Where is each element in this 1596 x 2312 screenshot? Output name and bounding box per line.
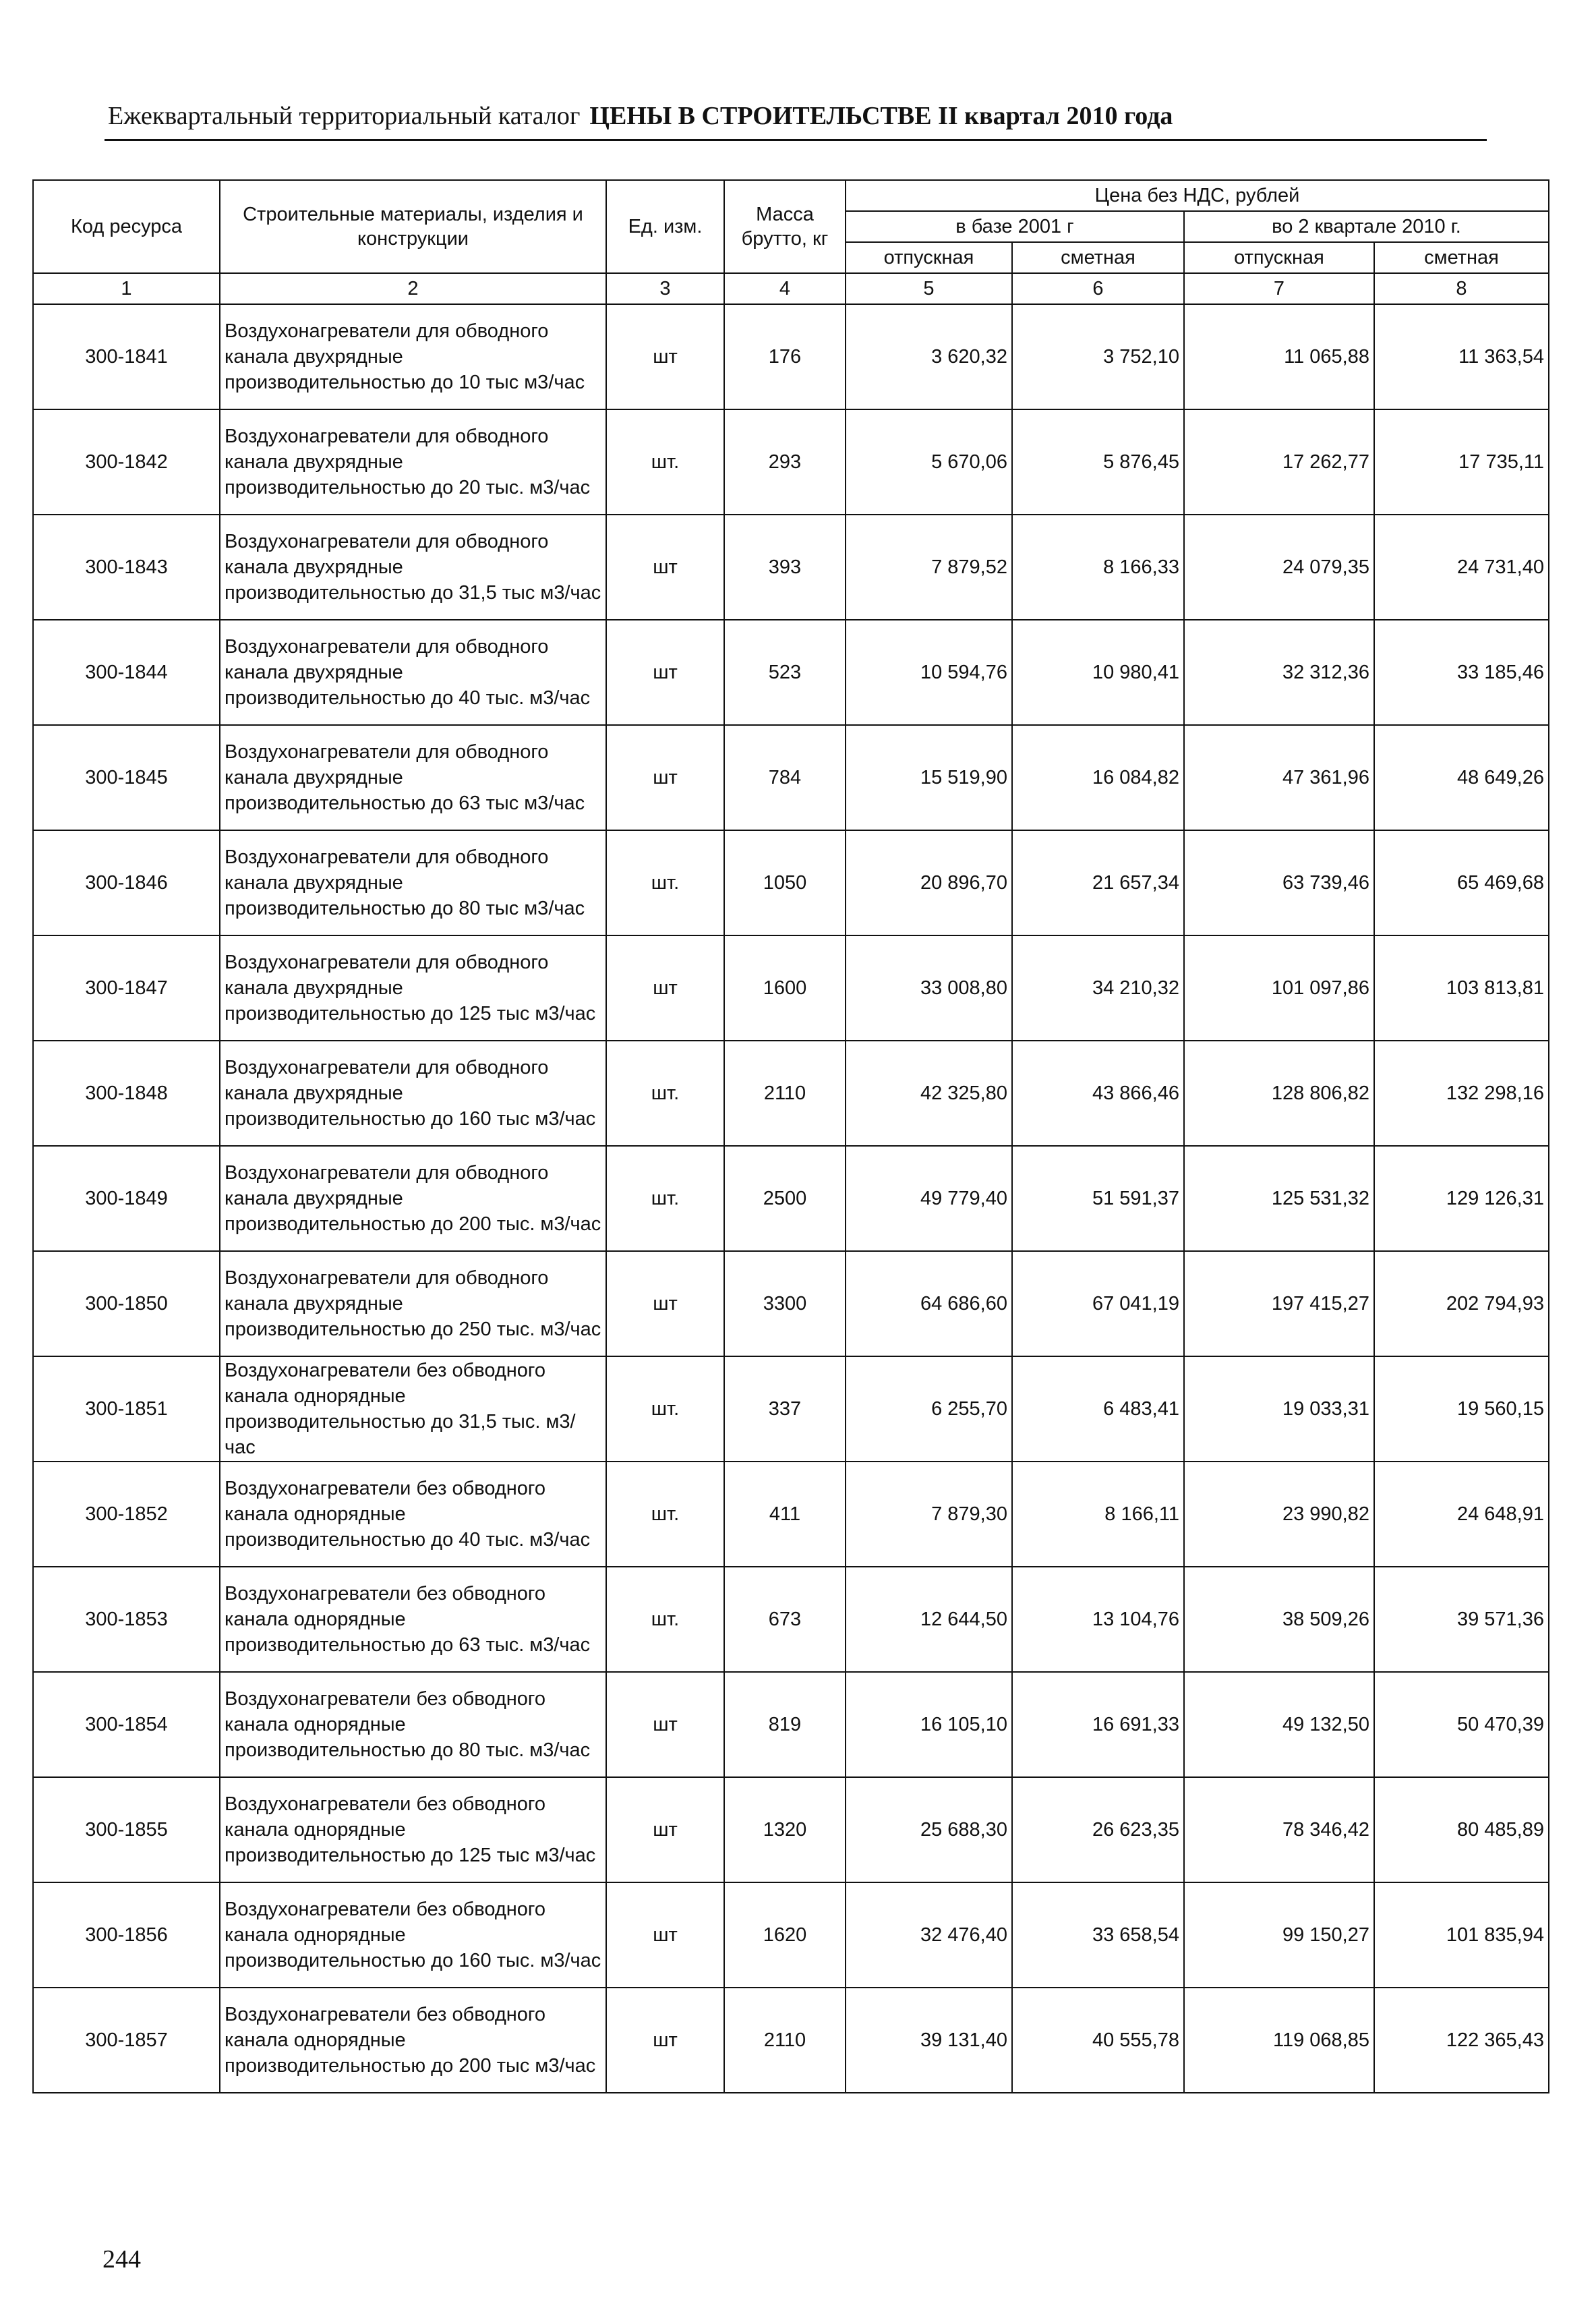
- price-base-release: 3 620,32: [846, 304, 1012, 409]
- unit-of-measure: шт: [606, 1988, 724, 2093]
- price-q2-estimate: 122 365,43: [1374, 1988, 1549, 2093]
- price-base-release: 20 896,70: [846, 830, 1012, 935]
- gross-mass: 2110: [724, 1041, 846, 1146]
- price-base-release: 39 131,40: [846, 1988, 1012, 2093]
- price-q2-release: 38 509,26: [1184, 1567, 1374, 1672]
- col-header-base-estimate: сметная: [1012, 242, 1184, 273]
- price-q2-estimate: 48 649,26: [1374, 725, 1549, 830]
- column-number: 2: [220, 273, 606, 304]
- price-base-release: 49 779,40: [846, 1146, 1012, 1251]
- unit-of-measure: шт.: [606, 1041, 724, 1146]
- gross-mass: 176: [724, 304, 846, 409]
- price-base-estimate: 34 210,32: [1012, 935, 1184, 1041]
- gross-mass: 393: [724, 515, 846, 620]
- material-name: Воздухонагреватели для обводного канала двухрядные производительностью до 40 тыс. м3/час: [220, 620, 606, 725]
- price-base-release: 7 879,30: [846, 1462, 1012, 1567]
- gross-mass: 337: [724, 1356, 846, 1462]
- col-header-name: Строительные материалы, изделия и конструкции: [220, 180, 606, 273]
- resource-code: 300-1842: [33, 409, 220, 515]
- gross-mass: 1320: [724, 1777, 846, 1882]
- price-base-estimate: 26 623,35: [1012, 1777, 1184, 1882]
- resource-code: 300-1847: [33, 935, 220, 1041]
- price-q2-release: 23 990,82: [1184, 1462, 1374, 1567]
- price-base-release: 5 670,06: [846, 409, 1012, 515]
- gross-mass: 2500: [724, 1146, 846, 1251]
- price-q2-estimate: 101 835,94: [1374, 1882, 1549, 1988]
- price-q2-estimate: 132 298,16: [1374, 1041, 1549, 1146]
- price-q2-release: 17 262,77: [1184, 409, 1374, 515]
- resource-code: 300-1854: [33, 1672, 220, 1777]
- material-name: Воздухонагреватели без обводного канала однорядные производительностью до 200 тыс м3/час: [220, 1988, 606, 2093]
- column-number-row: [33, 273, 1549, 304]
- unit-of-measure: шт: [606, 515, 724, 620]
- table-row: [33, 1146, 1549, 1251]
- material-name: Воздухонагреватели для обводного канала двухрядные производительностью до 160 тыс м3/час: [220, 1041, 606, 1146]
- catalog-name: Ежеквартальный территориальный каталог: [108, 102, 581, 130]
- unit-of-measure: шт.: [606, 1462, 724, 1567]
- table-row: [33, 1882, 1549, 1988]
- unit-of-measure: шт: [606, 304, 724, 409]
- gross-mass: 1620: [724, 1882, 846, 1988]
- col-header-base-release: отпускная: [846, 242, 1012, 273]
- resource-code: 300-1857: [33, 1988, 220, 2093]
- price-base-estimate: 21 657,34: [1012, 830, 1184, 935]
- table-row: [33, 304, 1549, 409]
- price-q2-release: 11 065,88: [1184, 304, 1374, 409]
- resource-code: 300-1855: [33, 1777, 220, 1882]
- unit-of-measure: шт: [606, 1251, 724, 1356]
- price-q2-release: 119 068,85: [1184, 1988, 1374, 2093]
- price-base-estimate: 6 483,41: [1012, 1356, 1184, 1462]
- price-q2-release: 63 739,46: [1184, 830, 1374, 935]
- unit-of-measure: шт.: [606, 1356, 724, 1462]
- unit-of-measure: шт.: [606, 1146, 724, 1251]
- price-q2-release: 78 346,42: [1184, 1777, 1374, 1882]
- resource-code: 300-1848: [33, 1041, 220, 1146]
- table-row: [33, 1041, 1549, 1146]
- price-base-estimate: 16 691,33: [1012, 1672, 1184, 1777]
- table-row: [33, 1251, 1549, 1356]
- table-row: [33, 725, 1549, 830]
- price-q2-estimate: 17 735,11: [1374, 409, 1549, 515]
- price-q2-estimate: 39 571,36: [1374, 1567, 1549, 1672]
- price-q2-estimate: 33 185,46: [1374, 620, 1549, 725]
- table-row: [33, 1567, 1549, 1672]
- price-base-release: 7 879,52: [846, 515, 1012, 620]
- resource-code: 300-1850: [33, 1251, 220, 1356]
- price-base-release: 32 476,40: [846, 1882, 1012, 1988]
- table-row: [33, 1356, 1549, 1462]
- gross-mass: 293: [724, 409, 846, 515]
- price-base-estimate: 40 555,78: [1012, 1988, 1184, 2093]
- material-name: Воздухонагреватели без обводного канала однорядные производительностью до 31,5 тыс. м3/час: [220, 1356, 606, 1462]
- price-base-estimate: 13 104,76: [1012, 1567, 1184, 1672]
- price-base-estimate: 5 876,45: [1012, 409, 1184, 515]
- header-divider: [105, 139, 1487, 141]
- price-base-estimate: 10 980,41: [1012, 620, 1184, 725]
- price-q2-estimate: 11 363,54: [1374, 304, 1549, 409]
- price-base-release: 15 519,90: [846, 725, 1012, 830]
- column-number: 3: [606, 273, 724, 304]
- price-q2-release: 125 531,32: [1184, 1146, 1374, 1251]
- price-q2-estimate: 103 813,81: [1374, 935, 1549, 1041]
- material-name: Воздухонагреватели без обводного канала однорядные производительностью до 40 тыс. м3/час: [220, 1462, 606, 1567]
- resource-code: 300-1844: [33, 620, 220, 725]
- table-row: [33, 1777, 1549, 1882]
- table-body: [33, 304, 1549, 2093]
- price-base-estimate: 43 866,46: [1012, 1041, 1184, 1146]
- resource-code: 300-1852: [33, 1462, 220, 1567]
- price-base-release: 10 594,76: [846, 620, 1012, 725]
- material-name: Воздухонагреватели для обводного канала двухрядные производительностью до 10 тыс м3/час: [220, 304, 606, 409]
- column-number: 6: [1012, 273, 1184, 304]
- price-q2-release: 47 361,96: [1184, 725, 1374, 830]
- price-q2-estimate: 129 126,31: [1374, 1146, 1549, 1251]
- gross-mass: 523: [724, 620, 846, 725]
- unit-of-measure: шт: [606, 1777, 724, 1882]
- col-header-q2-release: отпускная: [1184, 242, 1374, 273]
- price-base-release: 16 105,10: [846, 1672, 1012, 1777]
- col-header-q2-estimate: сметная: [1374, 242, 1549, 273]
- gross-mass: 819: [724, 1672, 846, 1777]
- price-q2-release: 32 312,36: [1184, 620, 1374, 725]
- gross-mass: 2110: [724, 1988, 846, 2093]
- price-base-estimate: 16 084,82: [1012, 725, 1184, 830]
- page-header: [108, 101, 1483, 131]
- material-name: Воздухонагреватели без обводного канала однорядные производительностью до 80 тыс. м3/час: [220, 1672, 606, 1777]
- price-base-estimate: 51 591,37: [1012, 1146, 1184, 1251]
- price-q2-estimate: 24 731,40: [1374, 515, 1549, 620]
- unit-of-measure: шт.: [606, 830, 724, 935]
- table-row: [33, 935, 1549, 1041]
- price-q2-release: 99 150,27: [1184, 1882, 1374, 1988]
- column-number: 8: [1374, 273, 1549, 304]
- price-q2-release: 19 033,31: [1184, 1356, 1374, 1462]
- price-base-release: 64 686,60: [846, 1251, 1012, 1356]
- gross-mass: 3300: [724, 1251, 846, 1356]
- material-name: Воздухонагреватели для обводного канала двухрядные производительностью до 200 тыс. м3/час: [220, 1146, 606, 1251]
- column-number: 4: [724, 273, 846, 304]
- col-header-price-group: Цена без НДС, рублей: [846, 180, 1549, 211]
- material-name: Воздухонагреватели для обводного канала двухрядные производительностью до 63 тыс м3/час: [220, 725, 606, 830]
- material-name: Воздухонагреватели без обводного канала однорядные производительностью до 125 тыс м3/час: [220, 1777, 606, 1882]
- gross-mass: 411: [724, 1462, 846, 1567]
- column-number: 1: [33, 273, 220, 304]
- col-header-q2-2010: во 2 квартале 2010 г.: [1184, 211, 1549, 242]
- resource-code: 300-1843: [33, 515, 220, 620]
- price-q2-release: 128 806,82: [1184, 1041, 1374, 1146]
- unit-of-measure: шт: [606, 1882, 724, 1988]
- table-row: [33, 515, 1549, 620]
- table-row: [33, 1672, 1549, 1777]
- table-row: [33, 1462, 1549, 1567]
- price-base-release: 12 644,50: [846, 1567, 1012, 1672]
- material-name: Воздухонагреватели для обводного канала двухрядные производительностью до 20 тыс. м3/час: [220, 409, 606, 515]
- price-q2-estimate: 19 560,15: [1374, 1356, 1549, 1462]
- price-base-estimate: 8 166,33: [1012, 515, 1184, 620]
- price-q2-release: 101 097,86: [1184, 935, 1374, 1041]
- price-q2-estimate: 80 485,89: [1374, 1777, 1549, 1882]
- material-name: Воздухонагреватели для обводного канала двухрядные производительностью до 31,5 тыс м3/час: [220, 515, 606, 620]
- price-base-estimate: 3 752,10: [1012, 304, 1184, 409]
- page-number: 244: [102, 2245, 141, 2274]
- unit-of-measure: шт: [606, 1672, 724, 1777]
- table-row: [33, 830, 1549, 935]
- price-table: [32, 179, 1549, 2093]
- price-q2-release: 24 079,35: [1184, 515, 1374, 620]
- price-base-release: 42 325,80: [846, 1041, 1012, 1146]
- column-number: 7: [1184, 273, 1374, 304]
- catalog-title: ЦЕНЫ В СТРОИТЕЛЬСТВЕ II квартал 2010 года: [589, 102, 1173, 130]
- price-base-release: 33 008,80: [846, 935, 1012, 1041]
- resource-code: 300-1849: [33, 1146, 220, 1251]
- price-q2-release: 197 415,27: [1184, 1251, 1374, 1356]
- table-row: [33, 409, 1549, 515]
- price-q2-estimate: 65 469,68: [1374, 830, 1549, 935]
- unit-of-measure: шт.: [606, 1567, 724, 1672]
- price-base-estimate: 8 166,11: [1012, 1462, 1184, 1567]
- material-name: Воздухонагреватели для обводного канала двухрядные производительностью до 250 тыс. м3/час: [220, 1251, 606, 1356]
- price-q2-estimate: 50 470,39: [1374, 1672, 1549, 1777]
- table-row: [33, 620, 1549, 725]
- price-base-estimate: 33 658,54: [1012, 1882, 1184, 1988]
- gross-mass: 784: [724, 725, 846, 830]
- material-name: Воздухонагреватели для обводного канала двухрядные производительностью до 125 тыс м3/час: [220, 935, 606, 1041]
- col-header-unit: Ед. изм.: [606, 180, 724, 273]
- price-base-release: 25 688,30: [846, 1777, 1012, 1882]
- price-base-estimate: 67 041,19: [1012, 1251, 1184, 1356]
- material-name: Воздухонагреватели для обводного канала двухрядные производительностью до 80 тыс м3/час: [220, 830, 606, 935]
- unit-of-measure: шт: [606, 935, 724, 1041]
- table-row: [33, 1988, 1549, 2093]
- col-header-base-2001: в базе 2001 г: [846, 211, 1184, 242]
- col-header-code: Код ресурса: [33, 180, 220, 273]
- resource-code: 300-1845: [33, 725, 220, 830]
- gross-mass: 1600: [724, 935, 846, 1041]
- resource-code: 300-1851: [33, 1356, 220, 1462]
- gross-mass: 673: [724, 1567, 846, 1672]
- gross-mass: 1050: [724, 830, 846, 935]
- col-header-mass: Масса брутто, кг: [724, 180, 846, 273]
- price-q2-estimate: 24 648,91: [1374, 1462, 1549, 1567]
- unit-of-measure: шт: [606, 620, 724, 725]
- price-q2-release: 49 132,50: [1184, 1672, 1374, 1777]
- price-base-release: 6 255,70: [846, 1356, 1012, 1462]
- column-number: 5: [846, 273, 1012, 304]
- resource-code: 300-1856: [33, 1882, 220, 1988]
- price-q2-estimate: 202 794,93: [1374, 1251, 1549, 1356]
- resource-code: 300-1841: [33, 304, 220, 409]
- unit-of-measure: шт: [606, 725, 724, 830]
- unit-of-measure: шт.: [606, 409, 724, 515]
- resource-code: 300-1853: [33, 1567, 220, 1672]
- material-name: Воздухонагреватели без обводного канала однорядные производительностью до 160 тыс. м3/час: [220, 1882, 606, 1988]
- resource-code: 300-1846: [33, 830, 220, 935]
- material-name: Воздухонагреватели без обводного канала однорядные производительностью до 63 тыс. м3/час: [220, 1567, 606, 1672]
